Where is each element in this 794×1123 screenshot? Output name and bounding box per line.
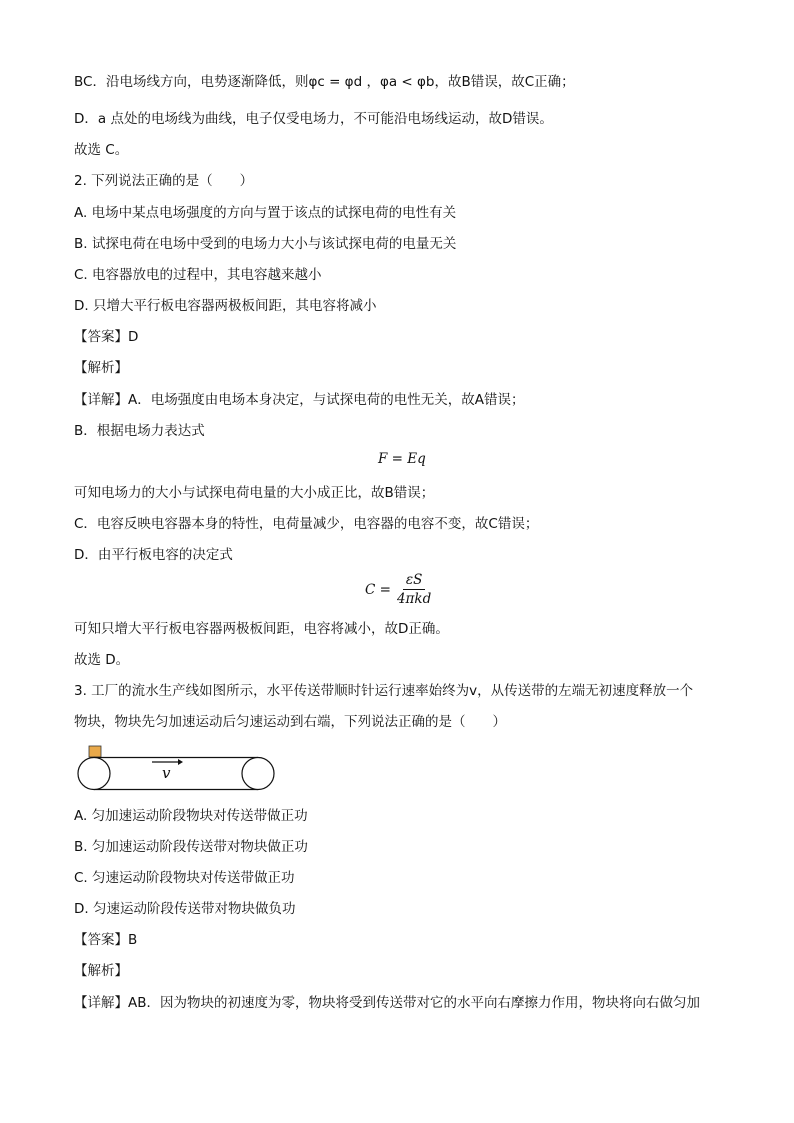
text-line: C．电容反映电容器本身的特性，电荷量减少，电容器的电容不变，故C错误； xyxy=(74,516,539,532)
arrow-head-icon xyxy=(178,759,183,765)
question-2: 2. 下列说法正确的是（ ） xyxy=(74,173,254,189)
question-3-cont: 物块，物块先匀加速运动后匀速运动到右端，下列说法正确的是（ ） xyxy=(74,714,506,730)
right-roller-icon xyxy=(242,758,274,790)
text-line: B．根据电场力表达式 xyxy=(74,423,205,439)
option-a: A. 匀加速运动阶段物块对传送带做正功 xyxy=(74,808,308,824)
text-line: 故选 C。 xyxy=(74,142,129,158)
option-a: A. 电场中某点电场强度的方向与置于该点的试探电荷的电性有关 xyxy=(74,205,457,221)
text-line: 故选 D。 xyxy=(74,652,130,668)
text-line: 可知电场力的大小与试探电荷电量的大小成正比，故B错误； xyxy=(74,485,435,501)
text-line: BC．沿电场线方向，电势逐渐降低，则φc = φd ，φa < φb，故B错误，故C正确； xyxy=(74,74,575,90)
formula-force: F = Eq xyxy=(378,451,426,467)
formula-numerator: εS xyxy=(403,572,426,590)
analysis-label: 【解析】 xyxy=(74,360,128,376)
option-c: C. 电容器放电的过程中，其电容越来越小 xyxy=(74,267,322,283)
text-line: D．由平行板电容的决定式 xyxy=(74,547,233,563)
formula-capacitance xyxy=(365,572,431,607)
answer-label: 【答案】D xyxy=(74,329,139,345)
formula-lhs: C = xyxy=(365,581,391,598)
option-d: D. 匀速运动阶段传送带对物块做负功 xyxy=(74,901,296,917)
option-b: B. 试探电荷在电场中受到的电场力大小与该试探电荷的电量无关 xyxy=(74,236,457,252)
explanation: 【详解】AB．因为物块的初速度为零，物块将受到传送带对它的水平向右摩擦力作用，物块将向右做匀加 xyxy=(74,995,700,1011)
text-line: 可知只增大平行板电容器两极板间距，电容将减小，故D正确。 xyxy=(74,621,449,637)
explanation: 【详解】A．电场强度由电场本身决定，与试探电荷的电性无关，故A错误； xyxy=(74,392,525,408)
answer-label: 【答案】B xyxy=(74,932,138,948)
option-c: C. 匀速运动阶段物块对传送带做正功 xyxy=(74,870,295,886)
velocity-label: v xyxy=(162,764,171,782)
option-b: B. 匀加速运动阶段传送带对物块做正功 xyxy=(74,839,308,855)
analysis-label: 【解析】 xyxy=(74,963,128,979)
conveyor-svg xyxy=(72,744,282,794)
formula-denominator: 4πkd xyxy=(396,591,432,607)
option-d: D. 只增大平行板电容器两极板间距，其电容将减小 xyxy=(74,298,377,314)
text-line: D．a 点处的电场线为曲线，电子仅受电场力，不可能沿电场线运动，故D错误。 xyxy=(74,111,553,127)
block-icon xyxy=(89,746,101,757)
question-3: 3. 工厂的流水生产线如图所示，水平传送带顺时针运行速率始终为v，从传送带的左端无初速度释放一个 xyxy=(74,683,694,699)
left-roller-icon xyxy=(78,758,110,790)
conveyor-belt-diagram xyxy=(72,744,282,798)
